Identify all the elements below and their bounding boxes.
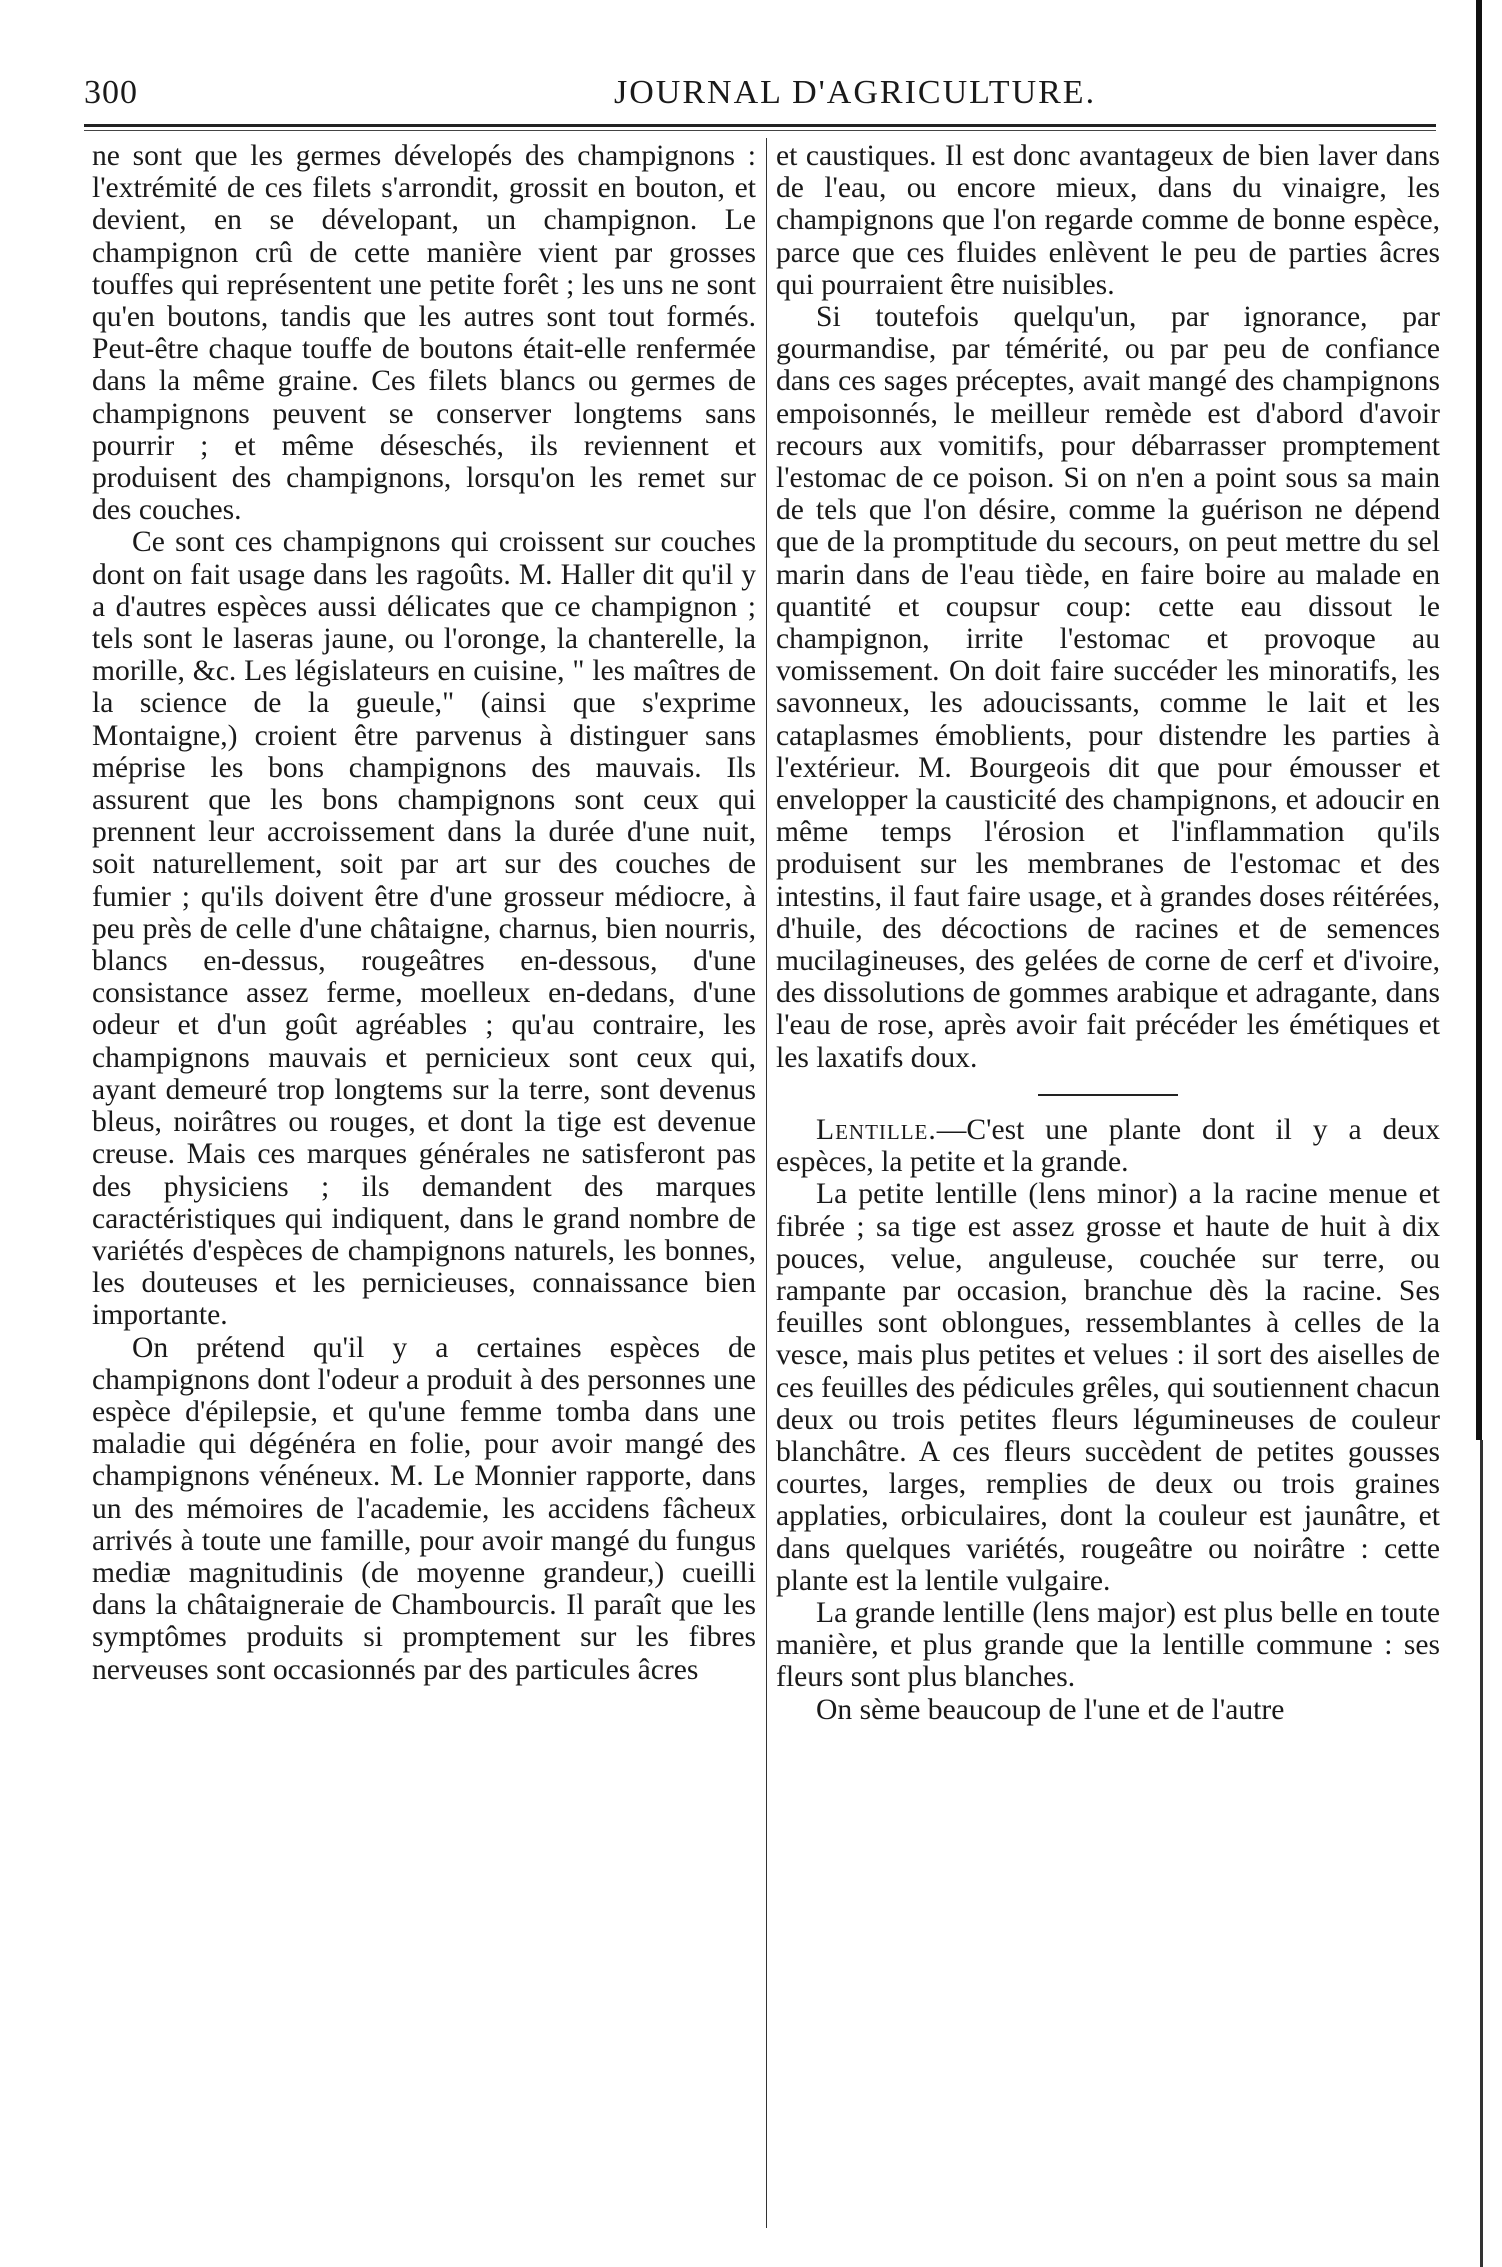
- paragraph: La grande lentille (lens major) est plus belle en toute manière, et plus grande que la lentille commune : ses fleurs sont plus blanches.: [776, 1596, 1440, 1694]
- paragraph: ne sont que les germes dévelopés des champignons : l'extrémité de ces filets s'arrondit, grossit en bouton, et devient, en se dévelopant, un champignon. Le champignon crû de cette manière vient par grosses touffes qui représentent une petite forêt ; les uns ne sont qu'en boutons, tandis que les autres sont tout formés. Peut-être chaque touffe de boutons était-elle renfermée dans la même graine. Ces filets blancs ou germes de champignons peuvent se conserver longtems sans pourrir ; et même déseschés, ils reviennent et produisent des champignons, lorsqu'on les remet sur des couches.: [92, 140, 756, 527]
- page-header: [84, 74, 1436, 124]
- column-divider: [766, 138, 767, 2228]
- page-number: 300: [84, 74, 138, 111]
- entry-heading: Lentille.: [816, 1113, 937, 1146]
- right-column: [776, 140, 1440, 1726]
- paragraph: La petite lentille (lens minor) a la racine menue et fibrée ; sa tige est assez grosse et haute de huit à dix pouces, velue, anguleuse, couchée sur terre, ou rampante par occasion, branchue dès la racine. Ses feuilles sont oblongues, ressemblantes à celles de la vesce, mais plus petites et velues : il sort des aiselles de ces feuilles des pédicules grêles, qui soutiennent chacun deux ou trois petites fleurs légumineuses de couleur blanchâtre. A ces fleurs succèdent de petites gousses courtes, larges, remplies de deux ou trois graines applaties, orbiculaires, dont la couleur est jaunâtre, et dans quelques variétés, rougeâtre ou noirâtre : cette plante est la lentile vulgaire.: [776, 1178, 1440, 1597]
- header-rule: [84, 124, 1436, 127]
- paragraph: On prétend qu'il y a certaines espèces de champignons dont l'odeur a produit à des personnes une espèce d'épilepsie, et qu'une femme tomba dans une maladie qui dégénéra en folie, pour avoir mangé des champignons vénéneux. M. Le Monnier rapporte, dans un des mémoires de l'academie, les accidens fâcheux arrivés à toute une famille, pour avoir mangé du fungus mediæ magnitudinis (de moyenne grandeur,) cueilli dans la châtaigneraie de Chambourcis. Il paraît que les symptômes produits si promptement sur les fibres nerveuses sont occasionnés par des particules âcres: [92, 1331, 756, 1686]
- paragraph: et caustiques. Il est donc avantageux de bien laver dans de l'eau, ou encore mieux, dans du vinaigre, les champignons que l'on regarde comme de bonne espèce, parce que ces fluides enlèvent le peu de parties âcres qui pourraient être nuisibles.: [776, 140, 1440, 301]
- left-column: [92, 140, 756, 1686]
- running-title: JOURNAL D'AGRICULTURE.: [614, 74, 1097, 111]
- header-rule-thin: [84, 130, 1436, 131]
- page-edge-shadow-lower: [1480, 1440, 1483, 2267]
- entry-text: —C'est une plante dont il y a deux espèces, la petite et la grande.: [776, 1113, 1440, 1179]
- page-edge-shadow: [1476, 0, 1482, 1440]
- paragraph-lentille: [776, 1114, 1440, 1178]
- paragraph: Ce sont ces champignons qui croissent sur couches dont on fait usage dans les ragoûts. M. Haller dit qu'il y a d'autres espèces aussi délicates que ce champignon ; tels sont le laseras jaune, ou l'oronge, la chanterelle, la morille, &c. Les législateurs en cuisine, " les maîtres de la science de la gueule," (ainsi que s'exprime Montaigne,) croient être parvenus à distinguer sans méprise les bons champignons des mauvais. Ils assurent que les bons champignons sont ceux qui prennent leur accroissement dans la durée d'une nuit, soit naturellement, soit par art sur des couches de fumier ; qu'ils doivent être d'une grosseur médiocre, à peu près de celle d'une châtaigne, charnus, bien nourris, blancs en-dessus, rougeâtres en-dessous, d'une consistance assez ferme, moelleux en-dedans, d'une odeur et d'un goût agréables ; qu'au contraire, les champignons mauvais et pernicieux sont ceux qui, ayant demeuré trop longtems sur la terre, sont devenus bleus, noirâtres ou rouges, et dont la tige est devenue creuse. Mais ces marques générales ne satisferont pas des physiciens ; ils demandent des marques caractéristiques qui indiquent, dans le grand nombre de variétés d'espèces de champignons naturels, les bonnes, les douteuses et les pernicieuses, connaissance bien importante.: [92, 526, 756, 1332]
- section-divider: [1038, 1094, 1178, 1096]
- paragraph: On sème beaucoup de l'une et de l'autre: [816, 1693, 1285, 1726]
- paragraph: Si toutefois quelqu'un, par ignorance, par gourmandise, par témérité, ou par peu de confiance dans ces sages préceptes, avait mangé des champignons empoisonnés, le meilleur remède est d'abord d'avoir recours aux vomitifs, pour débarrasser promptement l'estomac de ce poison. Si on n'en a point sous sa main de tels que l'on désire, comme la guérison ne dépend que de la promptitude du secours, on peut mettre du sel marin dans de l'eau tiède, en faire boire au malade en quantité et coupsur coup: cette eau dissout le champignon, irrite l'estomac et provoque au vomissement. On doit faire succéder les minoratifs, les savonneux, les adoucissants, comme le lait et les cataplasmes émoblients, pour distendre les parties à l'extérieur. M. Bourgeois dit que pour émousser et envelopper la causticité des champignons, et adoucir en même temps l'érosion et l'inflammation qu'ils produisent sur les membranes de l'estomac et des intestins, il faut faire usage, et à grandes doses réitérées, d'huile, des décoctions de racines et de semences mucilagineuses, des gelées de corne de cerf et d'ivoire, des dissolutions de gommes arabique et adragante, dans l'eau de rose, après avoir fait précéder les émétiques et les laxatifs doux.: [776, 301, 1440, 1074]
